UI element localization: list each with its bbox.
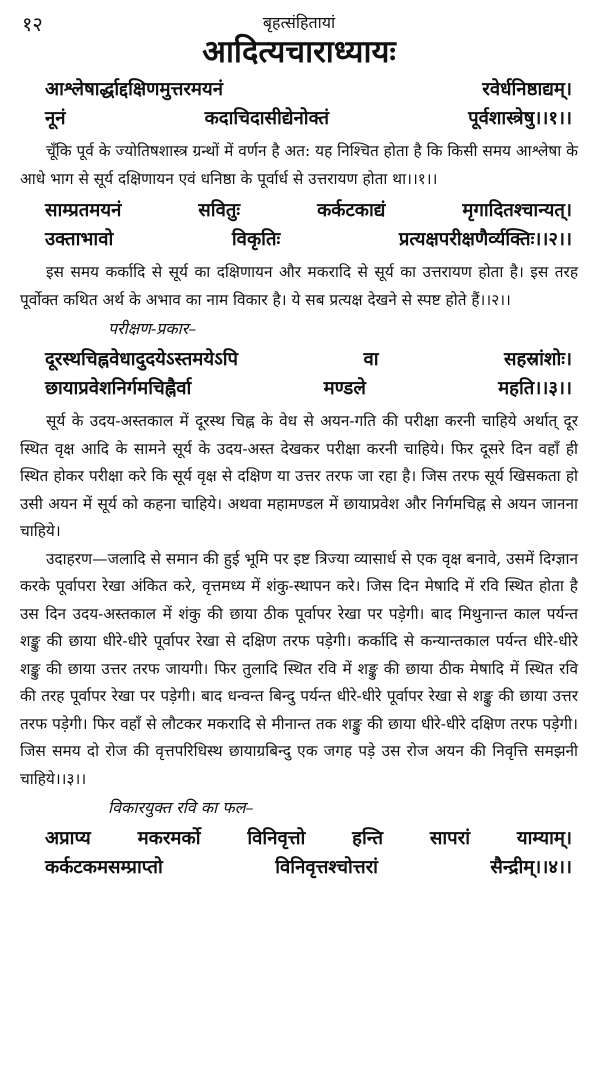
verse-word: कदाचिदासीद्येनोक्तं <box>204 108 330 129</box>
verse-4 <box>20 824 578 882</box>
verse-line <box>20 824 578 853</box>
verse-word: कर्कटकाद्यं <box>317 200 386 221</box>
verse-word: सहस्रांशोः। <box>504 349 572 370</box>
verse-word: मण्डले <box>323 378 366 399</box>
verse-word: सवितुः <box>198 200 241 221</box>
verse-line <box>20 853 578 882</box>
verse-line <box>20 196 578 225</box>
page-header <box>20 6 578 36</box>
verse-word: विनिवृत्तश्चोत्तरां <box>275 857 378 878</box>
verse-word: छायाप्रवेशनिर्गमचिह्नैर्वा <box>45 378 192 399</box>
verse-word: उक्ताभावो <box>45 229 114 250</box>
running-head: बृहत्संहितायां <box>262 13 336 32</box>
verse-word: अप्राप्य <box>45 828 91 849</box>
verse-word: मकरमर्को <box>137 828 201 849</box>
verse-word: सैन्द्रीम्।।४।। <box>490 857 572 878</box>
verse-1 <box>20 75 578 133</box>
verse-word: याम्याम्। <box>516 828 572 849</box>
page-number: १२ <box>22 12 43 36</box>
commentary-paragraph: उदाहरण—जलादि से समान की हुई भूमि पर इष्ट त्रिज्या व्यासार्ध से एक वृक्ष बनावे, उसमें दिग्ज्ञान करके पूर्वापरा रेखा अंकित करे, वृत्तमध्य में शंकु-स्थापन करे। जिस दिन मेषादि में रवि स्थित होता है उस दिन उदय-अस्तकाल में शंकु की छाया ठीक पूर्वापर रेखा पर पड़ेगी। बाद मिथुनान्त काल पर्यन्त शङ्कु की छाया धीरे-धीरे पूर्वापर रेखा से दक्षिण तरफ पड़ेगी। कर्कादि से कन्यान्तकाल पर्यन्त धीरे-धीरे शङ्कु की छाया उत्तर तरफ जायगी। फिर तुलादि स्थित रवि में शङ्कु की छाया ठीक मेषादि में स्थित रवि की तरह पूर्वापर रेखा पर पड़ेगी। बाद धन्वन्त बिन्दु पर्यन्त धीरे-धीरे पूर्वापर रेखा से शङ्कु की छाया उत्तर तरफ पड़ेगी। फिर वहाँ से लौटकर मकरादि से मीनान्त तक शङ्कु की छाया धीरे-धीरे दक्षिण तरफ पड़ेगी। जिस समय दो रोज की वृत्तपरिधिस्थ छायाग्रबिन्दु एक जगह पड़े उस रोज अयन की निवृत्ति समझनी चाहिये।।३।। <box>20 549 578 788</box>
verse-line <box>20 225 578 254</box>
commentary-paragraph: सूर्य के उदय-अस्तकाल में दूरस्थ चिह्न के वेध से अयन-गति की परीक्षा करनी चाहिये अर्थात् दूर स्थित वृक्ष आदि के सामने सूर्य के उदय-अस्त देखकर परीक्षा करनी चाहिये। फिर दूसरे दिन वहाँ ही स्थित होकर परीक्षा करे कि सूर्य वृक्ष से दक्षिण या उत्तर तरफ जा रहा है। जिस तरफ सूर्य खिसकता हो उसी अयन में सूर्य को कहना चाहिये। अथवा महामण्डल में छायाप्रवेश और निर्गमचिह्न से अयन जानना चाहिये। <box>20 412 578 540</box>
section-subheading: विकारयुक्त रवि का फल– <box>108 798 254 817</box>
chapter-title: आदित्यचाराध्यायः <box>202 34 396 70</box>
verse-word: कर्कटकमसम्प्राप्तो <box>45 857 163 878</box>
verse-word: साम्प्रतमयनं <box>45 200 122 221</box>
verse-word: महति।।३।। <box>498 378 572 399</box>
verse-word: विनिवृत्तो <box>247 828 306 849</box>
verse-word: प्रत्यक्षपरीक्षणैर्व्यक्तिः।।२।। <box>398 229 572 250</box>
verse-word: मृगादितश्चान्यत्। <box>462 200 572 221</box>
verse-line <box>20 345 578 374</box>
verse-3 <box>20 345 578 403</box>
verse-word: आश्लेषार्द्धाद्दक्षिणमुत्तरमयनं <box>45 79 223 100</box>
verse-word: पूर्वशास्त्रेषु।।१।। <box>468 108 572 129</box>
section-subheading: परीक्षण-प्रकार– <box>108 319 197 338</box>
verse-2 <box>20 196 578 254</box>
verse-word: रवेर्धनिष्ठाद्यम्। <box>482 79 572 100</box>
verse-line <box>20 104 578 133</box>
verse-word: विकृतिः <box>231 229 281 250</box>
verse-line <box>20 374 578 403</box>
verse-line <box>20 75 578 104</box>
verse-word: सापरां <box>429 828 471 849</box>
verse-word: नूनं <box>45 108 66 129</box>
commentary-paragraph: चूँकि पूर्व के ज्योतिषशास्त्र ग्रन्थों में वर्णन है अत: यह निश्चित होता है कि किसी समय आश्लेषा के आधे भाग से सूर्य दक्षिणायन एवं धनिष्ठा के पूर्वार्ध से उत्तरायण होता था।।१।। <box>20 142 578 188</box>
commentary-paragraph: इस समय कर्कादि से सूर्य का दक्षिणायन और मकरादि से सूर्य का उत्तरायण होता है। इस तरह पूर्वोक्त कथित अर्थ के अभाव का नाम विकार है। ये सब प्रत्यक्ष देखने से स्पष्ट होते हैं।।२।। <box>20 263 578 309</box>
verse-word: वा <box>363 349 379 370</box>
verse-word: हन्ति <box>352 828 384 849</box>
verse-word: दूरस्थचिह्नवेधादुदयेऽस्तमयेऽपि <box>45 349 239 370</box>
